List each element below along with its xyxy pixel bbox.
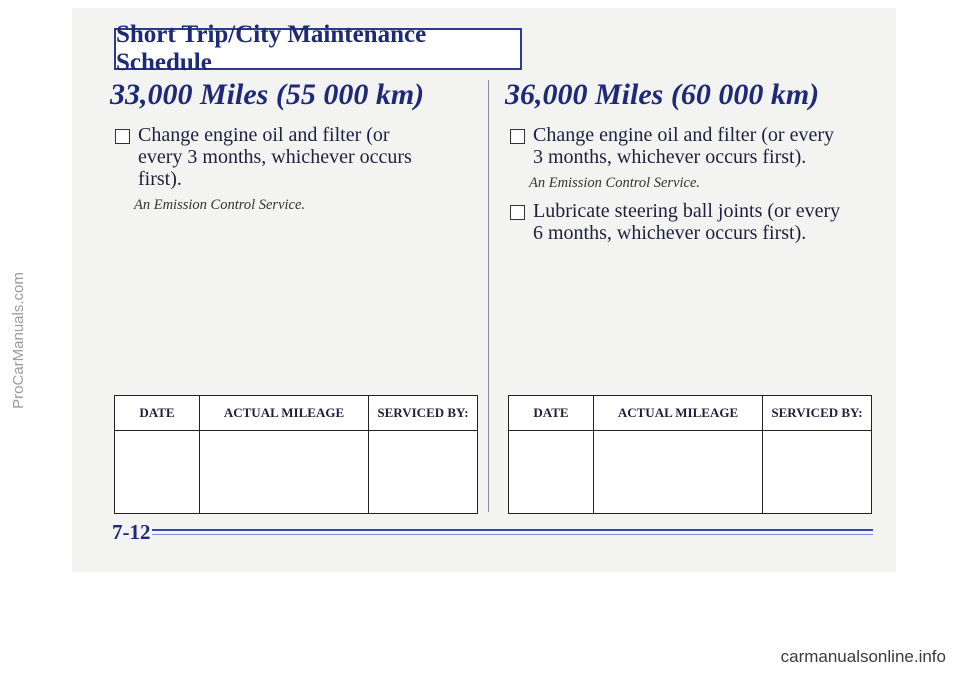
mileage-cell[interactable] xyxy=(200,431,369,514)
checkbox-icon[interactable] xyxy=(115,129,130,144)
serviced-by-header: SERVICED BY: xyxy=(763,396,872,431)
page-number: 7-12 xyxy=(112,520,151,544)
date-cell[interactable] xyxy=(115,431,200,514)
checkbox-icon[interactable] xyxy=(510,205,525,220)
section-title: Short Trip/City Maintenance Schedule xyxy=(116,21,427,76)
left-item-1 xyxy=(110,124,476,190)
table-header-row xyxy=(115,396,478,431)
checkbox-icon[interactable] xyxy=(510,129,525,144)
footer-rule-thin xyxy=(152,534,873,535)
footer-rule xyxy=(152,529,873,531)
right-item-1-text: Change engine oil and filter (or every 3 months, whichever occurs first). xyxy=(533,124,834,168)
serviced-by-cell[interactable] xyxy=(369,431,478,514)
left-column xyxy=(110,78,476,222)
table-row xyxy=(509,431,872,514)
side-watermark xyxy=(6,20,30,660)
left-item-1-note: An Emission Control Service. xyxy=(134,197,306,213)
left-service-table xyxy=(114,395,478,514)
right-service-table xyxy=(508,395,872,514)
date-header: DATE xyxy=(115,396,200,431)
side-watermark-text: ProCarManuals.com xyxy=(9,271,27,409)
section-header xyxy=(114,21,522,76)
right-item-2 xyxy=(505,200,871,244)
left-item-1-text: Change engine oil and filter (or every 3 months, whichever occurs first). xyxy=(138,124,412,190)
mileage-header: ACTUAL MILEAGE xyxy=(200,396,369,431)
right-item-2-text: Lubricate steering ball joints (or every 6 months, whichever occurs first). xyxy=(533,200,841,244)
right-column xyxy=(505,78,871,244)
serviced-by-cell[interactable] xyxy=(763,431,872,514)
date-cell[interactable] xyxy=(509,431,594,514)
right-column-title: 36,000 Miles (60 000 km) xyxy=(505,78,820,111)
serviced-by-header: SERVICED BY: xyxy=(369,396,478,431)
mileage-cell[interactable] xyxy=(594,431,763,514)
left-column-title: 33,000 Miles (55 000 km) xyxy=(110,78,425,111)
right-item-1-note: An Emission Control Service. xyxy=(529,175,701,191)
column-divider xyxy=(488,80,489,512)
right-item-1 xyxy=(505,124,871,168)
table-header-row xyxy=(509,396,872,431)
bottom-watermark: carmanualsonline.info xyxy=(780,647,946,666)
mileage-header: ACTUAL MILEAGE xyxy=(594,396,763,431)
table-row xyxy=(115,431,478,514)
date-header: DATE xyxy=(509,396,594,431)
